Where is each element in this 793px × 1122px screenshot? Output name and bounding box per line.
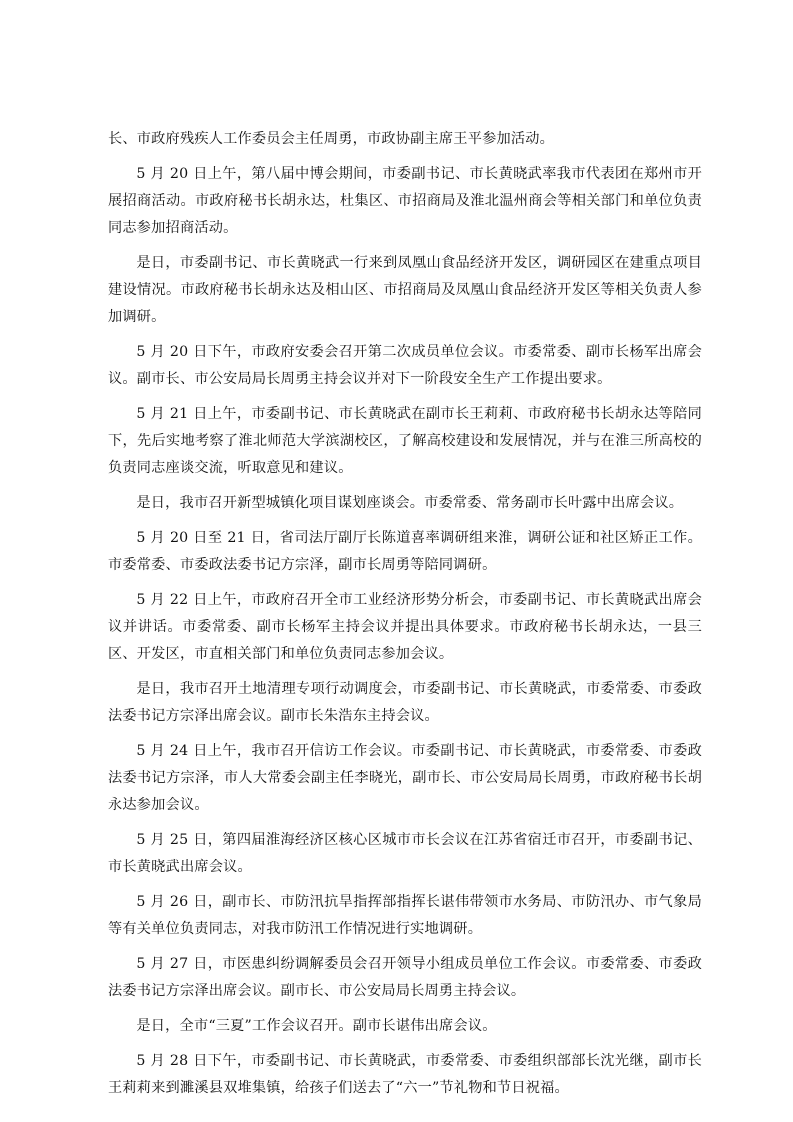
paragraph-entry: 5 月 28 日下午，市委副书记、市长黄晓武，市委常委、市委组织部部长沈光继，副市长王莉莉来到濉溪县双堆集镇，给孩子们送去了“六一”节礼物和节日祝福。 — [108, 1053, 702, 1096]
paragraph-continuation: 长、市政府残疾人工作委员会主任周勇，市政协副主席王平参加活动。 — [108, 131, 555, 147]
paragraph-entry: 5 月 27 日，市医患纠纷调解委员会召开领导小组成员单位工作会议。市委常委、市委政法委书记方宗泽出席会议。副市长、市公安局局长周勇主持会议。 — [108, 956, 702, 999]
paragraph-entry: 5 月 26 日，副市长、市防汛抗旱指挥部指挥长谌伟带领市水务局、市防汛办、市气象局等有关单位负责同志，对我市防汛工作情况进行实地调研。 — [108, 894, 702, 937]
paragraph-entry: 5 月 22 日上午，市政府召开全市工业经济形势分析会，市委副书记、市长黄晓武出席会议并讲话。市委常委、副市长杨军主持会议并提出具体要求。市政府秘书长胡永达，一县三区、开发区，市直相关部门和单位负责同志参加会议。 — [108, 592, 702, 662]
paragraph-entry: 是日，市委副书记、市长黄晓武一行来到凤凰山食品经济开发区，调研园区在建重点项目建设情况。市政府秘书长胡永达及相山区、市招商局及凤凰山食品经济开发区等相关负责人参加调研。 — [108, 255, 702, 325]
paragraph-entry: 是日，我市召开新型城镇化项目谋划座谈会。市委常委、常务副市长叶露中出席会议。 — [136, 495, 684, 511]
paragraph-entry: 5 月 21 日上午，市委副书记、市长黄晓武在副市长王莉莉、市政府秘书长胡永达等陪同下，先后实地考察了淮北师范大学滨湖校区，了解高校建设和发展情况，并与在淮三所高校的负责同志座谈交流，听取意见和建议。 — [108, 406, 702, 476]
paragraph-entry: 是日，全市“三夏”工作会议召开。副市长谌伟出席会议。 — [136, 1018, 497, 1034]
document-body — [108, 126, 702, 1110]
paragraph-entry: 5 月 20 日上午，第八届中博会期间，市委副书记、市长黄晓武率我市代表团在郑州市开展招商活动。市政府秘书长胡永达，杜集区、市招商局及淮北温州商会等相关部门和单位负责同志参加招商活动。 — [108, 166, 702, 236]
paragraph-entry: 是日，我市召开土地清理专项行动调度会，市委副书记、市长黄晓武，市委常委、市委政法委书记方宗泽出席会议。副市长朱浩东主持会议。 — [108, 681, 702, 724]
paragraph-entry: 5 月 20 日下午，市政府安委会召开第二次成员单位会议。市委常委、副市长杨军出席会议。副市长、市公安局局长周勇主持会议并对下一阶段安全生产工作提出要求。 — [108, 344, 702, 387]
paragraph-entry: 5 月 25 日，第四届淮海经济区核心区城市市长会议在江苏省宿迁市召开，市委副书记、市长黄晓武出席会议。 — [108, 832, 702, 875]
paragraph-entry: 5 月 24 日上午，我市召开信访工作会议。市委副书记、市长黄晓武，市委常委、市委政法委书记方宗泽，市人大常委会副主任李晓光，副市长、市公安局局长周勇，市政府秘书长胡永达参加会议。 — [108, 743, 702, 813]
paragraph-entry: 5 月 20 日至 21 日，省司法厅副厅长陈道喜率调研组来淮，调研公证和社区矫正工作。市委常委、市委政法委书记方宗泽，副市长周勇等陪同调研。 — [108, 530, 702, 573]
